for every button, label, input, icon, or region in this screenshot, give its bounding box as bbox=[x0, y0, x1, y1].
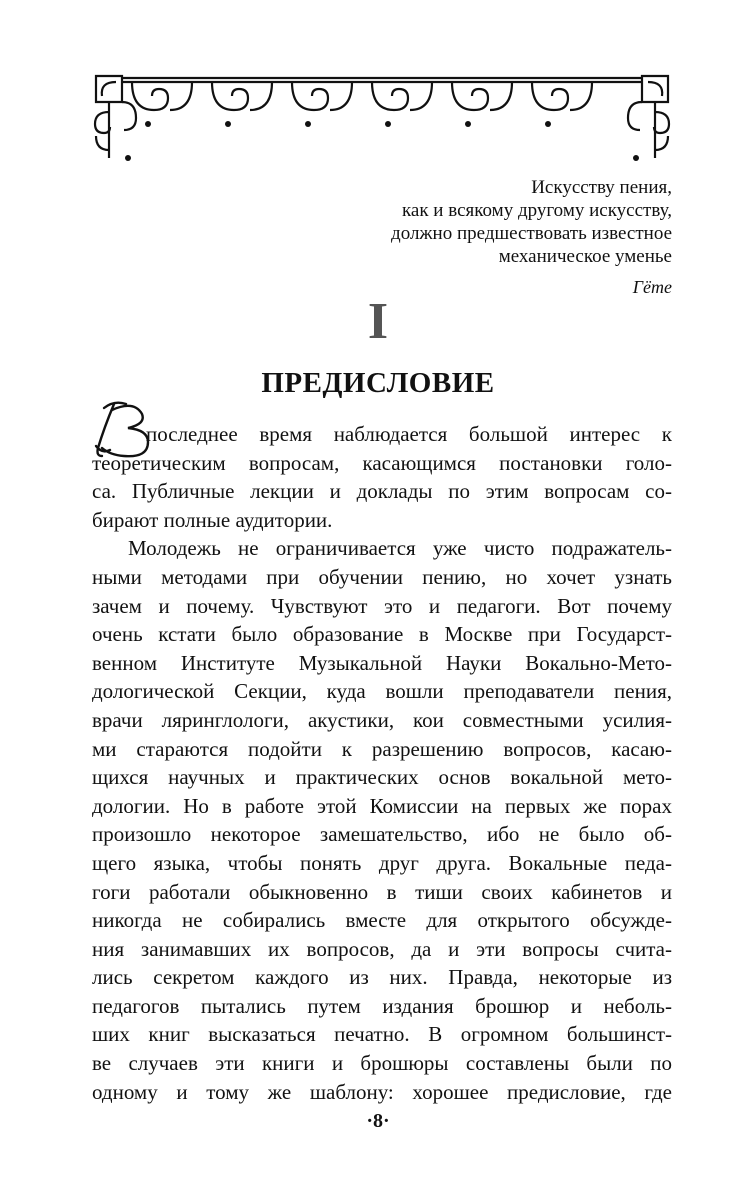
text-line: са. Публичные лекции и доклады по этим вопросам со- bbox=[92, 479, 672, 504]
text-line: очень кстати было образование в Москве при Государст- bbox=[92, 622, 672, 647]
page-number: ·8· bbox=[366, 1110, 390, 1132]
text-line: ми стараются подойти к разрешению вопросов, касаю- bbox=[92, 736, 672, 761]
epigraph-line: механическое уменье bbox=[498, 246, 672, 267]
text-line: щего языка, чтобы понять друг друга. Вокальные педа- bbox=[92, 850, 672, 875]
text-line: никогда не собирались вместе для открытого обсужде- bbox=[92, 908, 672, 933]
chapter-number: I bbox=[367, 293, 389, 350]
text-line: зачем и почему. Чувствуют это и педагоги. Вот почему bbox=[92, 593, 672, 618]
body-text bbox=[92, 420, 672, 1106]
decorative-header-ornament bbox=[92, 72, 672, 164]
text-line: ными методами при обучении пению, но хочет узнать bbox=[92, 564, 672, 589]
text-line: лись секретом каждого из них. Правда, некоторые из bbox=[92, 965, 672, 990]
text-line: теоретическим вопросам, касающимся постановки голо- bbox=[92, 450, 672, 475]
text-line: венном Институте Музыкальной Науки Вокально-Мето- bbox=[92, 650, 672, 675]
text-line: ших книг высказаться печатно. В огромном большинст- bbox=[92, 1022, 672, 1047]
epigraph-line: как и всякому другому искусству, bbox=[401, 200, 672, 221]
text-line: ве случаев эти книги и брошюры составлены были по bbox=[92, 1051, 672, 1076]
text-line: гоги работали обыкновенно в тиши своих кабинетов и bbox=[92, 879, 672, 904]
chapter-title: ПРЕДИСЛОВИЕ bbox=[261, 367, 495, 399]
text-line: дологии. Но в работе этой Комиссии на первых же порах bbox=[92, 793, 672, 818]
epigraph-line: Искусству пения, bbox=[531, 177, 672, 198]
text-line: дологической Секции, куда вошли преподаватели пения, bbox=[92, 679, 672, 704]
text-line: педагогов пытались путем издания брошюр и неболь- bbox=[92, 993, 672, 1018]
text-line: ния занимавших их вопросов, да и эти вопросы счита- bbox=[92, 936, 672, 961]
text-line: бирают полные аудитории. bbox=[92, 507, 333, 532]
epigraph bbox=[391, 176, 672, 299]
text-line: последнее время наблюдается большой интерес к bbox=[146, 422, 672, 446]
text-line: Молодежь не ограничивается уже чисто подражатель- bbox=[128, 536, 672, 561]
text-line: произошло некоторое замешательство, ибо не было об- bbox=[92, 822, 672, 847]
epigraph-line: должно предшествовать известное bbox=[391, 223, 672, 244]
text-line: щихся научных и практических основ вокальной мето- bbox=[92, 765, 672, 790]
text-line: одному и тому же шаблону: хорошее предисловие, где bbox=[92, 1079, 672, 1104]
text-line: врачи ляринглологи, акустики, кои совместными усилия- bbox=[92, 707, 672, 732]
epigraph-author: Гёте bbox=[632, 277, 672, 297]
scroll-motif bbox=[132, 82, 192, 110]
